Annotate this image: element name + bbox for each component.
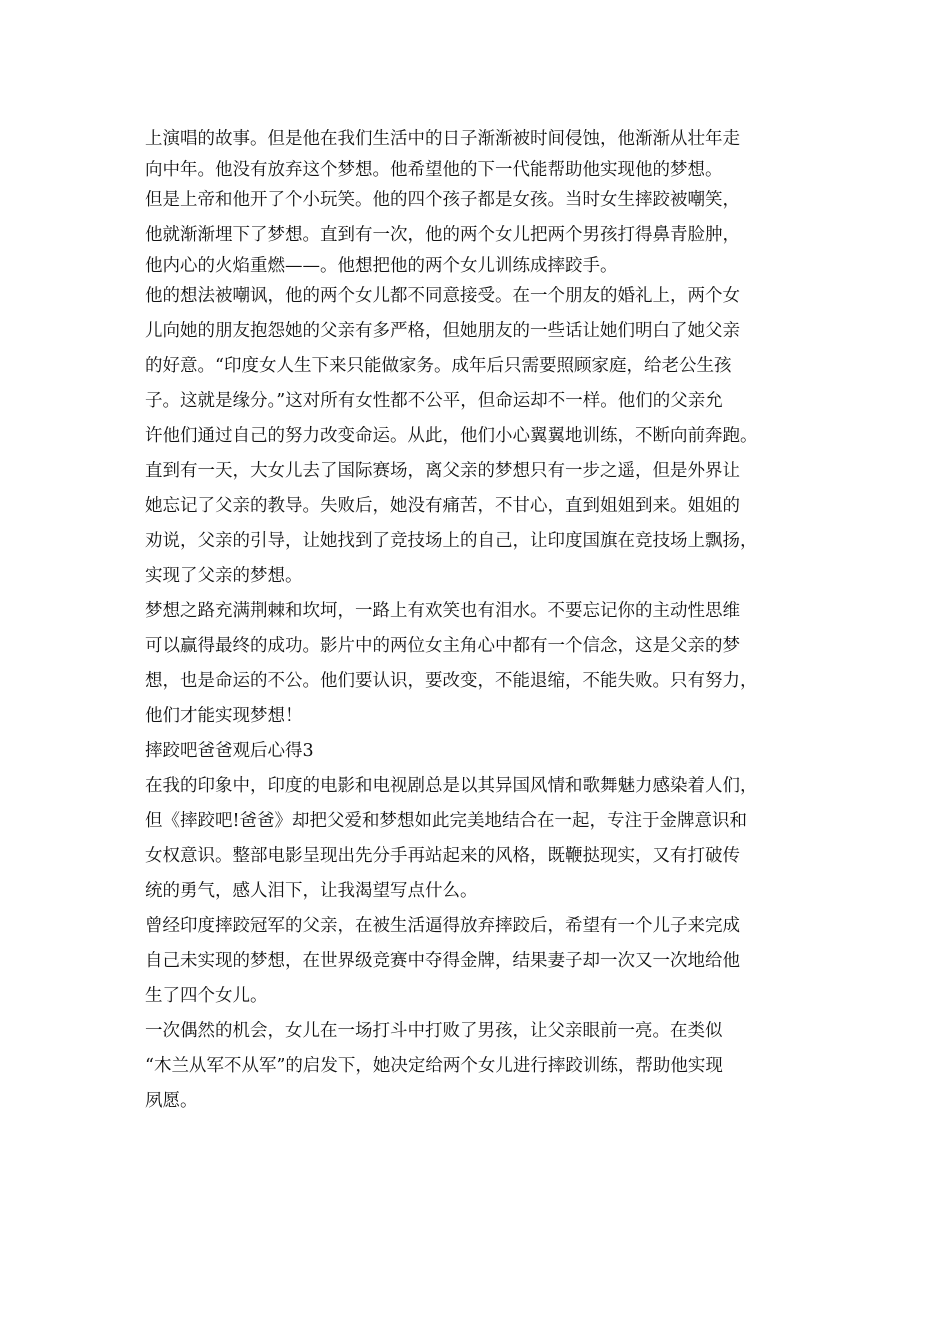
paragraph-3 <box>145 279 815 454</box>
text-line: 一次偶然的机会，女儿在一场打斗中打败了男孩，让父亲眼前一亮。在类似 <box>145 1021 723 1041</box>
text-line: 但《摔跤吧!爸爸》却把父爱和梦想如此完美地结合在一起，专注于金牌意识和 <box>145 811 748 831</box>
paragraph-1 <box>145 122 815 183</box>
text-line: 劝说，父亲的引导，让她找到了竞技场上的自己，让印度国旗在竞技场上飘扬， <box>145 531 758 551</box>
text-line: 直到有一天，大女儿去了国际赛场，离父亲的梦想只有一步之遥，但是外界让 <box>145 461 740 481</box>
text-line: 许他们通过自己的努力改变命运。从此，他们小心翼翼地训练，不断向前奔跑。 <box>145 426 758 446</box>
text-line: 儿向她的朋友抱怨她的父亲有多严格，但她朋友的一些话让她们明白了她父亲 <box>145 321 740 341</box>
text-line: 夙愿。 <box>145 1091 198 1111</box>
text-line: 的好意。“印度女人生下来只能做家务。成年后只需要照顾家庭，给老公生孩 <box>145 356 732 376</box>
section-heading: 摔跤吧爸爸观后心得3 <box>145 741 314 761</box>
text-line: 他们才能实现梦想！ <box>145 706 303 726</box>
text-line: 女权意识。整部电影呈现出先分手再站起来的风格，既鞭挞现实，又有打破传 <box>145 846 740 866</box>
text-line: 上演唱的故事。但是他在我们生活中的日子渐渐被时间侵蚀，他渐渐从壮年走 <box>145 129 740 149</box>
text-line: 他内心的火焰重燃——。他想把他的两个女儿训练成摔跤手。 <box>145 256 618 276</box>
text-line: 梦想之路充满荆棘和坎坷，一路上有欢笑也有泪水。不要忘记你的主动性思维 <box>145 601 740 621</box>
text-line: 可以赢得最终的成功。影片中的两位女主角心中都有一个信念，这是父亲的梦 <box>145 636 740 656</box>
text-line: 向中年。他没有放弃这个梦想。他希望他的下一代能帮助他实现他的梦想。 <box>145 160 723 180</box>
paragraph-4 <box>145 454 815 594</box>
document-body <box>145 122 815 1119</box>
text-line: 他的想法被嘲讽，他的两个女儿都不同意接受。在一个朋友的婚礼上，两个女 <box>145 286 740 306</box>
paragraph-7 <box>145 909 815 1014</box>
text-line: 统的勇气，感人泪下，让我渴望写点什么。 <box>145 881 478 901</box>
paragraph-5 <box>145 594 815 734</box>
paragraph-8 <box>145 1014 815 1119</box>
text-line: 实现了父亲的梦想。 <box>145 566 303 586</box>
text-line: 生了四个女儿。 <box>145 986 268 1006</box>
text-line: “木兰从军不从军”的启发下，她决定给两个女儿进行摔跤训练，帮助他实现 <box>145 1056 723 1076</box>
text-line: 子。这就是缘分。”这对所有女性都不公平，但命运却不一样。他们的父亲允 <box>145 391 723 411</box>
text-line: 他就渐渐埋下了梦想。直到有一次，他的两个女儿把两个男孩打得鼻青脸肿， <box>145 225 740 245</box>
text-line: 自己未实现的梦想，在世界级竞赛中夺得金牌，结果妻子却一次又一次地给他 <box>145 951 740 971</box>
text-line: 想，也是命运的不公。他们要认识，要改变，不能退缩，不能失败。只有努力， <box>145 671 758 691</box>
text-line: 曾经印度摔跤冠军的父亲，在被生活逼得放弃摔跤后，希望有一个儿子来完成 <box>145 916 740 936</box>
text-line: 她忘记了父亲的教导。失败后，她没有痛苦，不甘心，直到姐姐到来。姐姐的 <box>145 496 740 516</box>
text-line: 在我的印象中，印度的电影和电视剧总是以其异国风情和歌舞魅力感染着人们， <box>145 776 758 796</box>
paragraph-6 <box>145 769 815 909</box>
paragraph-2 <box>145 183 815 279</box>
text-line: 但是上帝和他开了个小玩笑。他的四个孩子都是女孩。当时女生摔跤被嘲笑， <box>145 190 740 210</box>
